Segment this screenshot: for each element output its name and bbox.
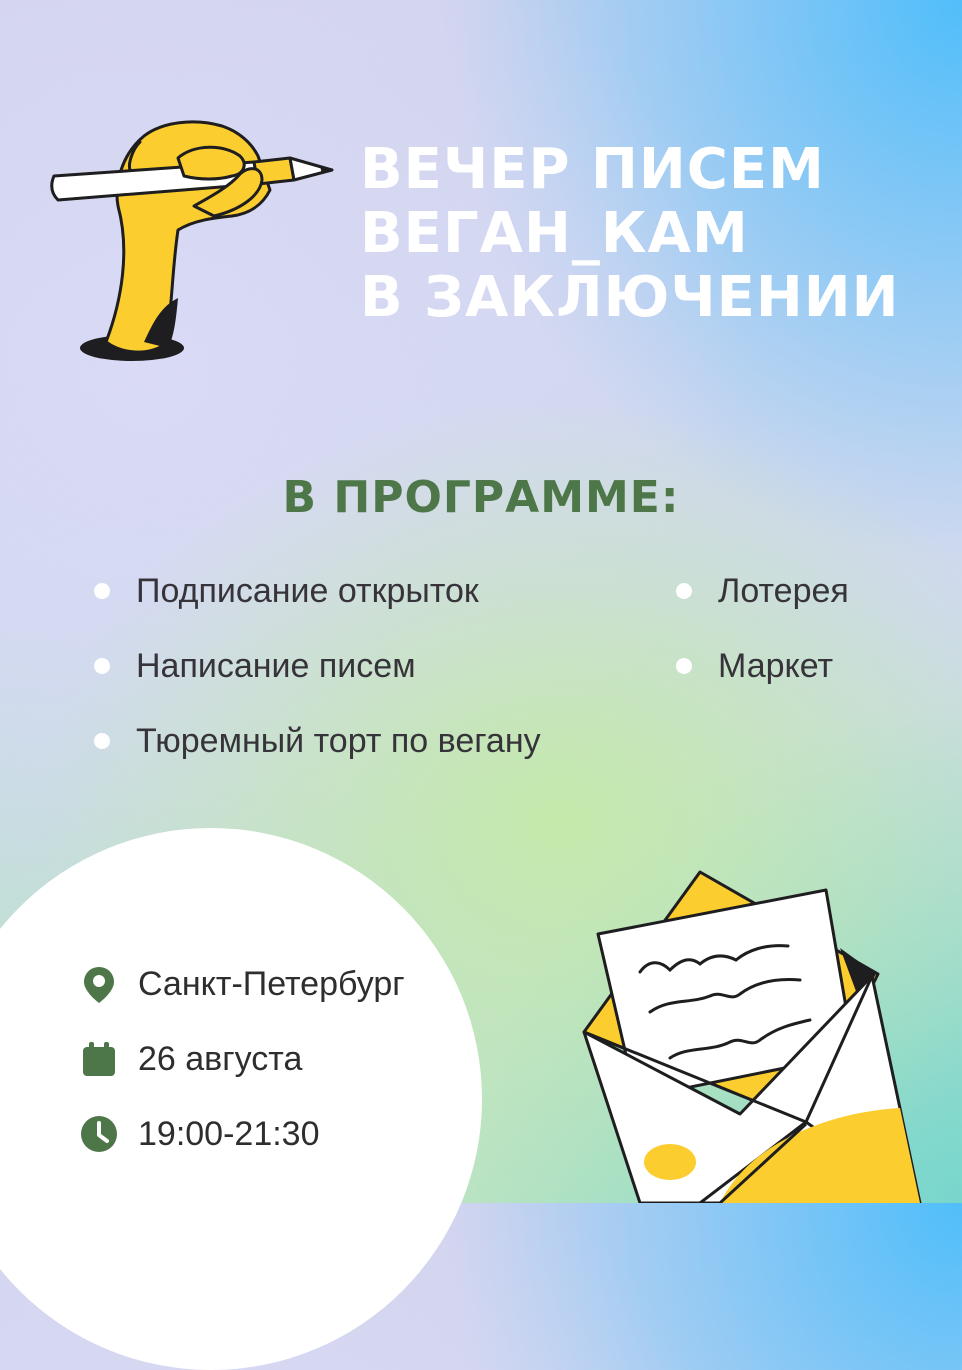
- program-item: [94, 721, 541, 761]
- bullet-icon: [94, 733, 110, 749]
- event-title-line-1: ВЕЧЕР ПИСЕМ: [360, 137, 825, 202]
- event-title-line-2: ВЕГАН_КАМ: [360, 201, 749, 266]
- location-row: [80, 962, 405, 1006]
- time-row: [80, 1112, 320, 1156]
- program-item: [94, 571, 479, 611]
- time-text: 19:00-21:30: [138, 1114, 320, 1153]
- program-heading: В ПРОГРАММЕ:: [282, 472, 680, 523]
- event-title-line-3: В ЗАКЛЮЧЕНИИ: [360, 265, 900, 330]
- program-item-label: Написание писем: [136, 646, 416, 685]
- program-item: [676, 571, 849, 611]
- clock-icon: [80, 1115, 118, 1153]
- event-title: [360, 138, 899, 330]
- bullet-icon: [94, 583, 110, 599]
- bullet-icon: [94, 658, 110, 674]
- date-row: [80, 1037, 302, 1081]
- program-item-label: Тюремный торт по вегану: [136, 721, 541, 760]
- program-item: [676, 646, 833, 686]
- program-item-label: Маркет: [718, 646, 834, 685]
- program-item-label: Подписание открыток: [136, 571, 479, 610]
- date-text: 26 августа: [138, 1039, 303, 1078]
- location-text: Санкт-Петербург: [138, 964, 405, 1003]
- bullet-icon: [676, 583, 692, 599]
- calendar-icon: [80, 1040, 118, 1078]
- program-item: [94, 646, 416, 686]
- program-item-label: Лотерея: [718, 571, 849, 610]
- bullet-icon: [676, 658, 692, 674]
- envelope-with-letter-icon: [570, 862, 962, 1203]
- location-pin-icon: [80, 965, 118, 1003]
- hand-with-pen-icon: [44, 110, 344, 380]
- info-panel: [0, 828, 482, 1370]
